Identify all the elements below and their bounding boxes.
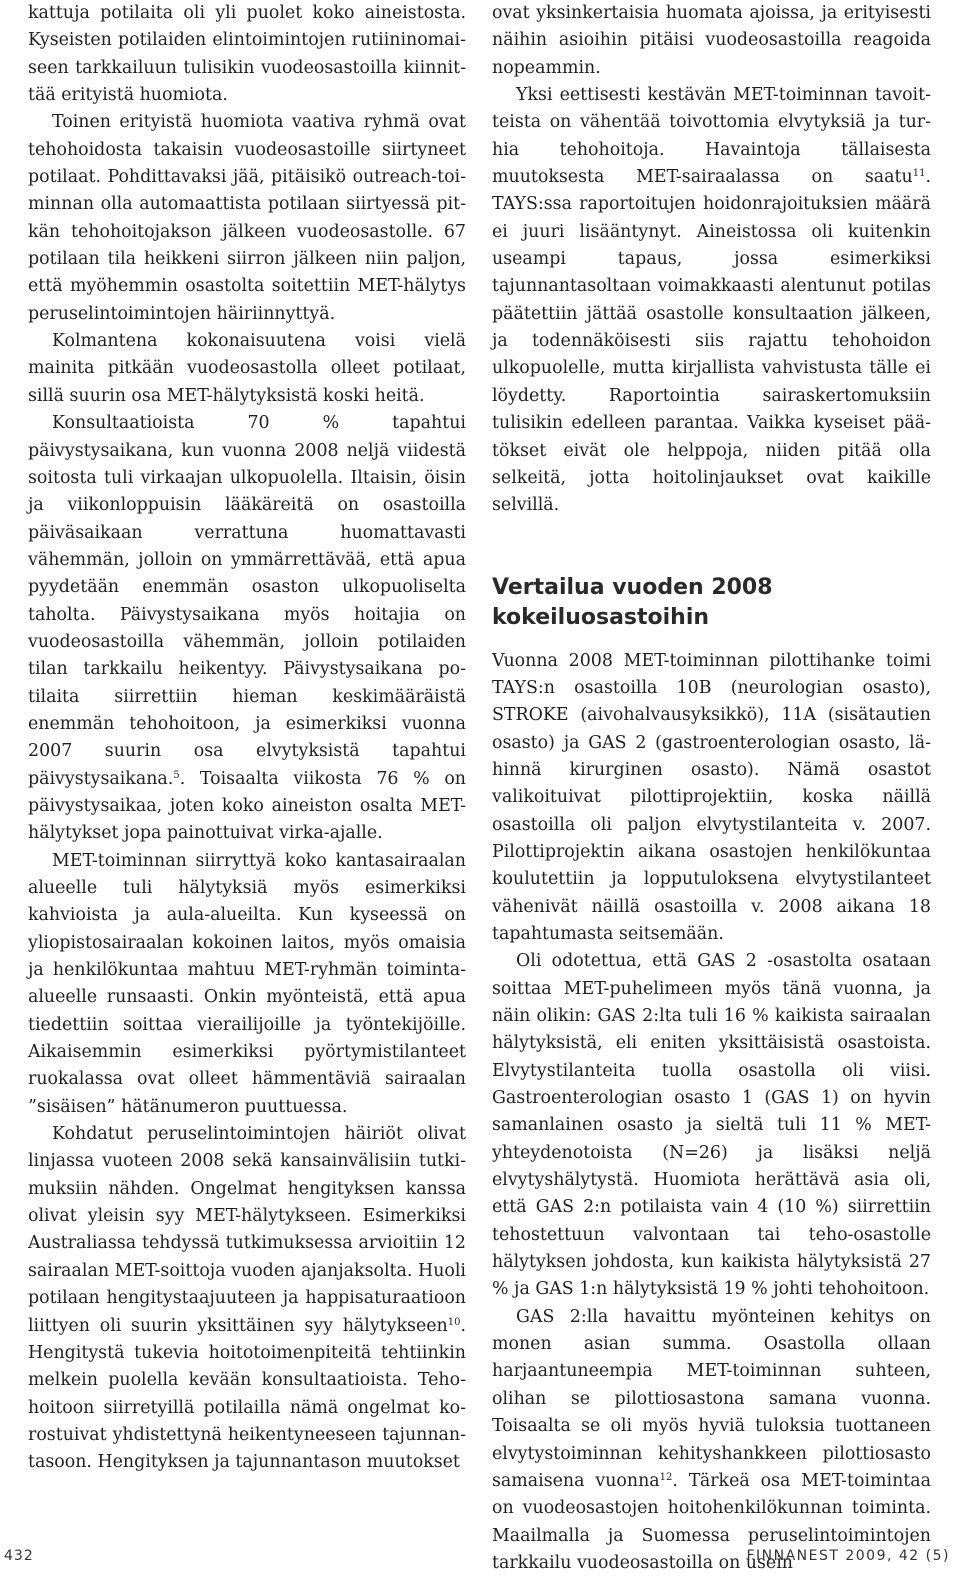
journal-citation: FINNANEST 2009, 42 (5) bbox=[746, 1548, 950, 1564]
paragraph: kattuja potilaita oli yli puolet koko aineistosta. Kyseisten potilaiden elintoimintojen rutiininomaiseen tarkkailuun tulisikin vuodeosastoilla kiinnittää erityistä huomiota. bbox=[28, 3, 466, 106]
paragraph-text: . TAYS:ssa raportoitujen hoidonrajoituksien määrä ei juuri lisääntynyt. Aineistossa oli kuitenkin useampi tapaus, jossa esimerkiksi tajunnantasoltaan voimakkaasti alentunut potilas päätettiin jättää osastolle konsultaation jälkeen, ja todennäköisesti siis rajattu tehohoidon ulkopuolelle, mutta kirjallista vahvistusta tälle ei löydetty. Raportointia sairaskertomuksiin tulisikin edelleen parantaa. Vaikka kyseiset päätökset eivät ole helppoja, niiden pitää olla selkeitä, jotta hoitolinjaukset ovat kaikille selvillä. bbox=[492, 167, 931, 516]
page-number: 432 bbox=[4, 1548, 34, 1564]
paragraph: Toinen erityistä huomiota vaativa ryhmä ovat tehohoidosta takaisin vuodeosastoille siirtyneet potilaat. Pohdittavaksi jää, pitäisikö outreach-toiminnan olla automaattista potilaan siirtyessä pitkän tehohoitojakson jälkeen vuodeosastolle. 67 potilaan tila heikkeni siirron jälkeen niin paljon, että myöhemmin osastolta soitettiin MET-hälytys peruselintoimintojen häiriinnyttyä. bbox=[28, 112, 466, 324]
paragraph-text: GAS 2:lla havaittu myönteinen kehitys on monen asian summa. Osastolla ollaan harjaantuneempia MET-toiminnan suhteen, olihan se pilottiosastona samana vuonna. Toisaalta se oli myös hyviä tuloksia tuottaneen elvytystoiminnan kehityshankkeen pilottiosasto samaisena vuonna bbox=[492, 1306, 931, 1491]
reference-marker: 10 bbox=[447, 1316, 461, 1328]
paragraph bbox=[28, 1121, 466, 1476]
reference-marker: 11 bbox=[912, 168, 926, 180]
paragraph-text: . Toisaalta viikosta 76 % on päivystysaikaa, joten koko aineiston osalta MET-hälytykset jopa painottuivat virka-ajalle. bbox=[28, 768, 466, 844]
paragraph: Vuonna 2008 MET-toiminnan pilottihanke toimi TAYS:n osastoilla 10B (neurologian osasto), STROKE (aivohalvausyksikkö), 11A (sisätautien osasto) ja GAS 2 (gastroenterologian osasto, lähinnä kirurginen osasto). Nämä osastot valikoituivat pilottiprojektiin, koska näillä osastoilla oli paljon elvytystilanteita v. 2007. Pilottiprojektin aikana osastojen henkilökuntaa koulutettiin ja lopputuloksena elvytystilanteet vähenivät näillä osastoilla v. 2008 aikana 18 tapahtumasta seitsemään. bbox=[492, 650, 931, 944]
paragraph-text: Kohdatut peruselintoimintojen häiriöt olivat linjassa vuoteen 2008 sekä kansainvälisiin tutkimuksiin nähden. Ongelmat hengityksen kanssa olivat yleisin syy MET-hälytykseen. Esimerkiksi Australiassa tehdyssä tutkimuksessa arvioitiin 12 sairaalan MET-soittoja vuoden ajanjaksolta. Huoli potilaan hengitystaajuuteen ja happisaturaatioon liittyen oli suurin yksittäinen syy hälytykseen bbox=[28, 1124, 466, 1336]
paragraph bbox=[28, 410, 466, 848]
paragraph: ovat yksinkertaisia huomata ajoissa, ja erityisesti näihin asioihin pitäisi vuodeosastoilla reagoida nopeammin. bbox=[492, 3, 931, 78]
paragraph bbox=[492, 82, 931, 520]
section-heading: Vertailua vuoden 2008 kokeiluosastoihin bbox=[492, 574, 773, 630]
left-text-column bbox=[28, 0, 466, 1477]
paragraph-text: Konsultaatioista 70 % tapahtui päivystysaikana, kun vuonna 2008 neljä viidestä soitosta tuli virkaajan ulkopuolella. Iltaisin, öisin ja viikonloppuisin lääkäreitä on osastoilla päiväsaikaan verrattuna huomattavasti vähemmän, jolloin on ymmärrettävää, että apua pyydetään enemmän osaston ulkopuoliselta taholta. Päivystysaikana myös hoitajia on vuodeosastoilla vähemmän, jolloin potilaiden tilan tarkkailu heikentyy. Päivystysaikana potilaita siirrettiin hieman keskimääräistä enemmän tehohoitoon, ja esimerkiksi vuonna 2007 suurin osa elvytyksistä tapahtui päivystysaikana. bbox=[28, 413, 466, 789]
paragraph bbox=[492, 1304, 931, 1577]
paragraph-text: Yksi eettisesti kestävän MET-toiminnan tavoitteista on vähentää toivottomia elvytyksiä ja turhia tehohoitoja. Havaintoja tällaisesta muutoksesta MET-sairaalassa on saatu bbox=[492, 85, 931, 188]
paragraph: Kolmantena kokonaisuutena voisi vielä mainita pitkään vuodeosastolla olleet potilaat, sillä suurin osa MET-hälytyksistä koski heitä. bbox=[28, 331, 466, 406]
reference-marker: 12 bbox=[659, 1471, 673, 1483]
right-text-column bbox=[492, 0, 931, 1577]
paragraph: Oli odotettua, että GAS 2 -osastolta osataan soittaa MET-puhelimeen myös tänä vuonna, ja näin olikin: GAS 2:lta tuli 16 % kaikista sairaalan hälytyksistä, eli eniten yksittäisistä osastoista. Elvytystilanteita tuolla osastolla oli viisi. Gastroenterologian osasto 1 (GAS 1) on hyvin samanlainen osasto ja sieltä tuli 11 % MET-yhteydenotoista (N=26) ja lisäksi neljä elvytyshälytystä. Huomiota herättävä asia oli, että GAS 2:n potilaista vain 4 (10 %) siirrettiin tehostettuun valvontaan tai teho-osastolle hälytyksen johdosta, kun kaikista hälytyksistä 27 % ja GAS 1:n hälytyksistä 19 % johti tehohoitoon. bbox=[492, 951, 931, 1300]
paragraph-text: . Hengitystä tukevia hoitotoimenpiteitä tehtiinkin melkein puolella kevään konsultaatioista. Tehohoitoon siirretyillä potilailla nämä ongelmat korostuivat yhdistettynä heikentyneeseen tajunnantasoon. Hengityksen ja tajunnantason muutokset bbox=[28, 1315, 466, 1473]
paragraph-text: . Tärkeä osa MET-toimintaa on vuodeosastojen hoitohenkilökunnan toiminta. Maailmalla ja Suomessa peruselintoimintojen tarkkailu vuodeosastoilla on usein bbox=[492, 1470, 931, 1573]
reference-marker: 5 bbox=[173, 769, 180, 781]
paragraph: MET-toiminnan siirryttyä koko kantasairaalan alueelle tuli hälytyksiä myös esimerkiksi kahvioista ja aula-alueilta. Kun kyseessä on yliopistosairaalan kokoinen laitos, myös omaisia ja henkilökuntaa mahtuu MET-ryhmän toiminta-alueelle runsaasti. Onkin myönteistä, että apua tiedettiin soittaa vierailijoille ja työntekijöille. Aikaisemmin esimerkiksi pyörtymistilanteet ruokalassa ovat olleet hämmentäviä sairaalan ”sisäisen” hätänumeron puuttuessa. bbox=[28, 850, 466, 1117]
